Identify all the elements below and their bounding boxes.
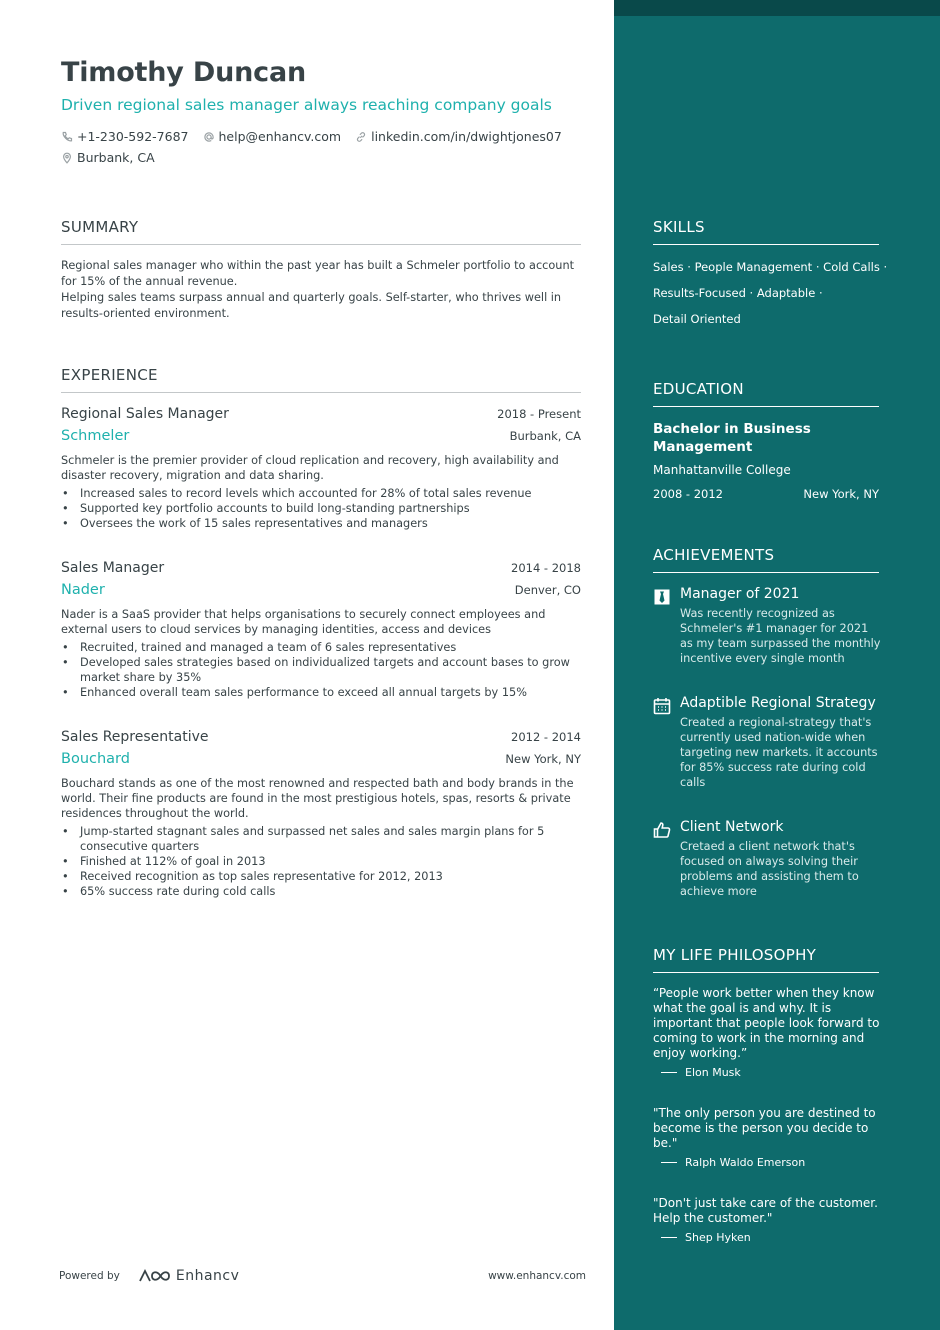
philosophy-quote <box>653 1196 883 1244</box>
job-dates: 2014 - 2018 <box>511 561 581 575</box>
link-icon <box>355 131 367 143</box>
job-description: Nader is a SaaS provider that helps organisations to securely connect employees and external users to cloud services by managing identities, access and devices <box>61 608 546 636</box>
quote-author: Ralph Waldo Emerson <box>685 1156 806 1169</box>
job-bullet: • 65% success rate during cold calls <box>61 884 581 899</box>
at-icon <box>203 131 215 143</box>
skills-heading: SKILLS <box>653 218 879 245</box>
philosophy-quote <box>653 986 883 1079</box>
summary-paragraph: Regional sales manager who within the past year has built a Schmeler portfolio to account for 15% of the annual revenue. <box>61 259 575 288</box>
phone-text: +1-230-592-7687 <box>77 129 189 144</box>
quote-dash <box>661 1237 677 1238</box>
quote-attribution <box>653 1231 883 1244</box>
quote-dash <box>661 1072 677 1073</box>
email-contact[interactable] <box>203 129 342 144</box>
job-bullet: • Received recognition as top sales representative for 2012, 2013 <box>61 869 581 884</box>
job-entry <box>61 560 581 700</box>
quote-text: "Don't just take care of the customer. Help the customer." <box>653 1196 878 1225</box>
location-contact <box>61 150 155 165</box>
enhancv-logo-text: Enhancv <box>175 1268 240 1284</box>
education-school: Manhattanville College <box>653 463 791 477</box>
tie-icon <box>653 588 671 606</box>
achievement-item <box>653 695 883 790</box>
location-pin-icon <box>61 152 73 164</box>
job-dates: 2018 - Present <box>497 407 581 421</box>
education-degree: Bachelor in Business Management <box>653 421 811 455</box>
skills-line: Detail Oriented <box>653 312 741 326</box>
quote-attribution <box>653 1156 883 1169</box>
linkedin-contact[interactable] <box>355 129 562 144</box>
philosophy-heading: MY LIFE PHILOSOPHY <box>653 946 879 973</box>
achievements-heading: ACHIEVEMENTS <box>653 546 879 573</box>
job-bullet: • Enhanced overall team sales performance to exceed all annual targets by 15% <box>61 685 581 700</box>
summary-paragraph: Helping sales teams surpass annual and quarterly goals. Self-starter, who thrives well in results-oriented environment. <box>61 291 562 320</box>
skills-line: Sales · People Management · Cold Calls · <box>653 260 888 274</box>
job-entry <box>61 729 581 899</box>
job-location: New York, NY <box>505 752 581 766</box>
enhancv-logo-icon <box>138 1268 170 1284</box>
achievement-title: Adaptible Regional Strategy <box>680 695 876 711</box>
sidebar <box>614 0 940 1330</box>
candidate-tagline: Driven regional sales manager always reaching company goals <box>61 96 552 114</box>
job-description: Bouchard stands as one of the most renowned and respected bath and body brands in the world. Their fine products are found in the most prestigious hotels, spas, resorts & private residences throughout the world. <box>61 777 574 820</box>
location-text: Burbank, CA <box>77 150 155 165</box>
calendar-icon <box>653 697 671 715</box>
quote-text: "The only person you are destined to become is the person you decide to be." <box>653 1106 876 1150</box>
phone-contact[interactable] <box>61 129 189 144</box>
quote-text: “People work better when they know what the goal is and why. It is important that people look forward to coming to work in the morning and enjoy working.” <box>653 986 880 1060</box>
enhancv-logo[interactable] <box>138 1268 240 1284</box>
job-bullet: • Supported key portfolio accounts to build long-standing partnerships <box>61 501 581 516</box>
thumbs-up-icon <box>653 821 671 839</box>
footer-url[interactable]: www.enhancv.com <box>488 1270 586 1282</box>
email-text: help@enhancv.com <box>218 129 342 144</box>
job-role: Sales Representative <box>61 729 209 745</box>
summary-text <box>61 258 581 322</box>
powered-by-label: Powered by <box>59 1270 120 1282</box>
job-company: Schmeler <box>61 428 130 444</box>
contact-row <box>61 129 576 144</box>
job-bullet: • Increased sales to record levels which accounted for 28% of total sales revenue <box>61 486 581 501</box>
achievement-title: Client Network <box>680 819 784 835</box>
achievement-description: Cretaed a client network that's focused on always solving their problems and assisting them to achieve more <box>680 840 859 898</box>
education-meta <box>653 487 879 501</box>
job-bullet: • Oversees the work of 15 sales representatives and managers <box>61 516 581 531</box>
experience-heading: EXPERIENCE <box>61 366 581 393</box>
location-row <box>61 150 169 165</box>
skills-line: Results-Focused · Adaptable · <box>653 286 823 300</box>
achievement-item <box>653 586 883 666</box>
phone-icon <box>61 131 73 143</box>
job-location: Burbank, CA <box>509 429 581 443</box>
achievement-description: Created a regional-strategy that's currently used nation-wide when targeting new markets. it accounts for 85% success rate during cold calls <box>680 716 878 789</box>
achievement-description: Was recently recognized as Schmeler's #1 manager for 2021 as my team surpassed the monthly incentive every single month <box>680 607 881 665</box>
footer <box>59 1268 586 1284</box>
quote-attribution <box>653 1066 883 1079</box>
job-bullets <box>61 640 581 700</box>
job-description: Schmeler is the premier provider of cloud replication and recovery, high availability and disaster recovery, migration and data sharing. <box>61 454 559 482</box>
philosophy-quote <box>653 1106 883 1169</box>
job-bullets <box>61 486 581 531</box>
job-bullet: • Jump-started stagnant sales and surpassed net sales and sales margin plans for 5 consecutive quarters <box>61 824 581 854</box>
job-bullet: • Developed sales strategies based on individualized targets and account bases to grow market share by 35% <box>61 655 581 685</box>
job-company: Nader <box>61 582 105 598</box>
quote-author: Shep Hyken <box>685 1231 751 1244</box>
linkedin-text: linkedin.com/in/dwightjones07 <box>371 129 562 144</box>
job-bullet: • Finished at 112% of goal in 2013 <box>61 854 581 869</box>
job-location: Denver, CO <box>514 583 581 597</box>
skills-list <box>653 254 893 332</box>
education-heading: EDUCATION <box>653 380 879 407</box>
job-role: Regional Sales Manager <box>61 406 229 422</box>
job-dates: 2012 - 2014 <box>511 730 581 744</box>
summary-heading: SUMMARY <box>61 218 581 245</box>
job-bullets <box>61 824 581 899</box>
education-dates: 2008 - 2012 <box>653 487 723 501</box>
candidate-name: Timothy Duncan <box>61 57 306 88</box>
quote-dash <box>661 1162 677 1163</box>
achievement-item <box>653 819 883 899</box>
job-entry <box>61 406 581 531</box>
footer-brand <box>59 1268 239 1284</box>
achievement-title: Manager of 2021 <box>680 586 800 602</box>
education-location: New York, NY <box>803 487 879 501</box>
quote-author: Elon Musk <box>685 1066 741 1079</box>
job-company: Bouchard <box>61 751 130 767</box>
job-role: Sales Manager <box>61 560 165 576</box>
job-bullet: • Recruited, trained and managed a team of 6 sales representatives <box>61 640 581 655</box>
sidebar-top-bar <box>614 0 940 16</box>
